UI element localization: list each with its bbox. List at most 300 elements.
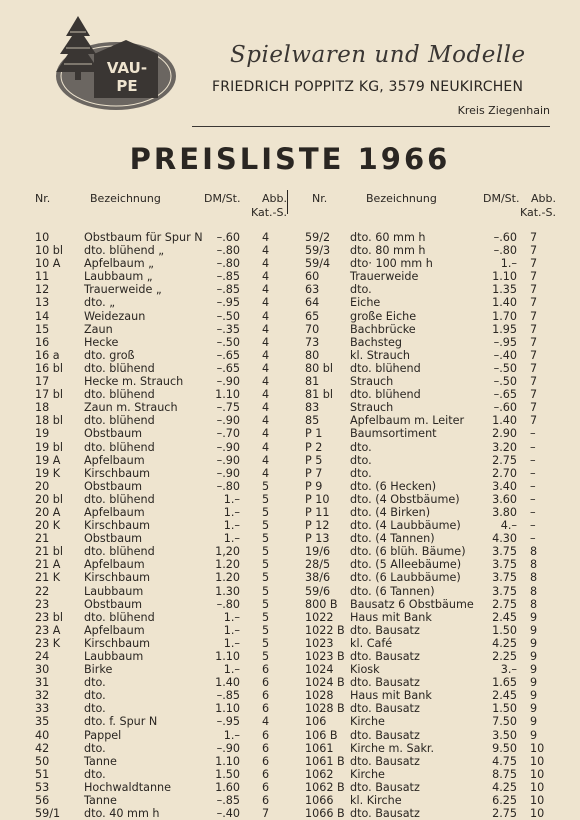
- item-price-left: –.35: [216, 322, 240, 336]
- table-row: [0, 467, 580, 480]
- item-catalog-page-right: 8: [530, 584, 538, 598]
- item-description-right: dto. blühend: [350, 361, 421, 375]
- item-description-left: dto. blühend: [84, 440, 155, 454]
- item-catalog-page-left: 5: [262, 597, 270, 611]
- item-price-left: 1.–: [223, 492, 240, 506]
- company-region: Kreis Ziegenhain: [457, 104, 550, 117]
- item-description-right: dto. (6 Tannen): [350, 584, 435, 598]
- item-description-left: dto. blühend: [84, 414, 155, 428]
- item-price-left: –.90: [216, 440, 240, 454]
- item-number-left: 21 bl: [35, 545, 64, 559]
- item-price-right: 2.25: [492, 650, 517, 663]
- table-row: [0, 611, 580, 624]
- item-number-right: P 13: [305, 532, 330, 546]
- col-header-nr-right: Nr.: [312, 192, 328, 205]
- svg-text:PE: PE: [116, 77, 138, 95]
- item-catalog-page-right: 7: [530, 309, 538, 323]
- item-catalog-page-left: 4: [262, 283, 270, 297]
- item-catalog-page-right: 10: [530, 754, 545, 768]
- item-description-left: dto. blühend: [84, 492, 155, 506]
- item-price-right: 3.75: [492, 571, 517, 585]
- item-number-left: 13: [35, 296, 50, 310]
- item-description-right: kl. Strauch: [350, 348, 410, 362]
- item-number-left: 31: [35, 676, 50, 690]
- table-row: [0, 571, 580, 584]
- item-number-right: 85: [305, 414, 320, 428]
- item-description-left: Pappel: [84, 728, 122, 742]
- table-row: [0, 532, 580, 545]
- item-catalog-page-left: 6: [262, 663, 270, 677]
- item-price-right: 1.95: [492, 322, 517, 336]
- item-number-left: 16 bl: [35, 361, 64, 375]
- table-row: [0, 427, 580, 440]
- item-description-right: Kirche: [350, 715, 385, 729]
- item-number-left: 21: [35, 532, 50, 546]
- item-number-right: 59/4: [305, 257, 331, 271]
- item-price-left: –.90: [216, 375, 240, 389]
- item-price-left: 1.–: [223, 728, 240, 742]
- item-description-right: dto. (6 Hecken): [350, 479, 437, 493]
- item-price-left: 1.–: [223, 519, 240, 533]
- col-header-dm-left: DM/St.: [204, 192, 241, 205]
- item-catalog-page-right: –: [530, 532, 536, 546]
- item-catalog-page-right: 7: [530, 388, 538, 402]
- item-description-right: dto. (4 Laubbäume): [350, 519, 461, 533]
- item-number-left: 20 A: [35, 505, 61, 519]
- table-row: [0, 257, 580, 270]
- item-description-left: Hochwaldtanne: [84, 780, 172, 794]
- item-description-right: Haus mit Bank: [350, 689, 432, 703]
- item-price-left: –.85: [216, 794, 240, 808]
- item-description-right: Baumsortiment: [350, 427, 437, 441]
- item-description-right: dto.: [350, 283, 372, 297]
- item-description-right: dto. (4 Tannen): [350, 532, 435, 546]
- item-number-right: 83: [305, 401, 320, 415]
- item-price-right: 1.50: [492, 623, 517, 637]
- item-price-right: 3.60: [492, 492, 517, 506]
- item-catalog-page-right: 8: [530, 597, 538, 611]
- item-number-right: P 9: [305, 479, 323, 493]
- item-price-left: –.90: [216, 453, 240, 467]
- item-price-right: –.50: [493, 361, 517, 375]
- item-description-left: Apfelbaum: [84, 558, 145, 572]
- table-row: [0, 768, 580, 781]
- item-catalog-page-right: 10: [530, 767, 545, 781]
- item-price-right: –.65: [493, 388, 517, 402]
- item-description-left: Zaun m. Strauch: [84, 401, 178, 415]
- item-number-left: 21 K: [35, 571, 61, 585]
- item-number-right: 80 bl: [305, 361, 334, 375]
- item-price-left: –.40: [216, 807, 240, 820]
- item-price-left: –.85: [216, 689, 240, 703]
- item-description-left: Apfelbaum „: [84, 257, 154, 271]
- item-price-right: 4.30: [492, 532, 517, 546]
- item-price-right: 4.75: [492, 754, 517, 768]
- item-number-left: 23 K: [35, 636, 61, 650]
- item-number-right: 59/6: [305, 584, 331, 598]
- item-catalog-page-right: –: [530, 427, 536, 441]
- item-description-left: Apfelbaum: [84, 453, 145, 467]
- item-price-right: 1.–: [500, 257, 517, 271]
- item-price-right: 4.25: [492, 780, 517, 794]
- item-catalog-page-right: 8: [530, 571, 538, 585]
- item-catalog-page-left: 5: [262, 571, 270, 585]
- item-price-left: –.75: [216, 401, 240, 415]
- item-catalog-page-left: 6: [262, 702, 270, 716]
- item-description-right: dto. (4 Obstbäume): [350, 492, 460, 506]
- table-row: [0, 336, 580, 349]
- item-number-right: 1066 B: [305, 807, 345, 820]
- item-price-right: –.60: [493, 401, 517, 415]
- table-row: [0, 807, 580, 820]
- item-catalog-page-right: 7: [530, 244, 538, 258]
- item-catalog-page-left: 5: [262, 623, 270, 637]
- item-number-right: P 7: [305, 466, 323, 480]
- item-catalog-page-left: 4: [262, 440, 270, 454]
- item-number-right: 800 B: [305, 597, 338, 611]
- item-catalog-page-left: 6: [262, 689, 270, 703]
- table-row: [0, 650, 580, 663]
- item-description-right: Bachsteg: [350, 335, 402, 349]
- table-row: [0, 598, 580, 611]
- item-price-right: 6.25: [492, 794, 517, 808]
- item-catalog-page-right: –: [530, 453, 536, 467]
- item-price-right: 8.75: [492, 767, 517, 781]
- item-catalog-page-right: 9: [530, 650, 538, 663]
- item-description-left: Hecke m. Strauch: [84, 375, 184, 389]
- item-number-right: 60: [305, 270, 320, 284]
- item-catalog-page-right: 7: [530, 361, 538, 375]
- item-description-right: Apfelbaum m. Leiter: [350, 414, 465, 428]
- col-header-dm-right: DM/St.: [483, 192, 520, 205]
- item-description-right: dto.: [350, 466, 372, 480]
- item-description-right: dto. blühend: [350, 388, 421, 402]
- item-price-left: –.80: [216, 479, 240, 493]
- item-number-left: 23 A: [35, 623, 61, 637]
- col-header-nr-left: Nr.: [35, 192, 51, 205]
- header-rule: [192, 126, 550, 127]
- company-name: FRIEDRICH POPPITZ KG, 3579 NEUKIRCHEN: [212, 79, 524, 95]
- item-price-left: 1.50: [215, 767, 240, 781]
- item-price-left: 1.10: [215, 702, 240, 716]
- item-catalog-page-left: 5: [262, 532, 270, 546]
- item-description-right: dto. (6 blüh. Bäume): [350, 545, 466, 559]
- item-price-left: –.90: [216, 414, 240, 428]
- item-catalog-page-left: 5: [262, 519, 270, 533]
- item-price-right: 1.10: [492, 270, 517, 284]
- col-header-bez-left: Bezeichnung: [90, 192, 161, 205]
- item-price-left: 1.10: [215, 650, 240, 663]
- item-price-left: 1.–: [223, 623, 240, 637]
- table-row: [0, 244, 580, 257]
- item-description-right: dto. (4 Birken): [350, 505, 431, 519]
- page-title: PREISLISTE 1966: [129, 142, 451, 176]
- item-number-right: P 11: [305, 505, 330, 519]
- item-description-right: dto. Bausatz: [350, 702, 420, 716]
- table-row: [0, 349, 580, 362]
- item-number-right: 1061: [305, 741, 334, 755]
- item-price-left: 1.60: [215, 780, 240, 794]
- item-catalog-page-left: 4: [262, 296, 270, 310]
- item-catalog-page-right: 9: [530, 610, 538, 624]
- item-number-left: 53: [35, 780, 50, 794]
- item-number-right: 106: [305, 715, 327, 729]
- price-table: [0, 231, 580, 820]
- item-price-right: –.80: [493, 244, 517, 258]
- item-price-left: –.95: [216, 296, 240, 310]
- item-description-left: dto.: [84, 689, 106, 703]
- item-price-right: 2.75: [492, 453, 517, 467]
- item-description-left: dto. blühend „: [84, 244, 165, 258]
- item-description-right: dto. (5 Alleebäume): [350, 558, 462, 572]
- item-description-left: dto.: [84, 702, 106, 716]
- item-description-left: dto.: [84, 767, 106, 781]
- item-catalog-page-left: 5: [262, 584, 270, 598]
- item-number-left: 35: [35, 715, 50, 729]
- col-header-abb-right: [512, 192, 556, 220]
- item-number-right: 80: [305, 348, 320, 362]
- item-number-right: 19/6: [305, 545, 331, 559]
- item-description-left: Weidezaun: [84, 309, 146, 323]
- item-catalog-page-right: –: [530, 479, 536, 493]
- table-row: [0, 715, 580, 728]
- item-number-right: 81 bl: [305, 388, 334, 402]
- item-price-right: 2.90: [492, 427, 517, 441]
- item-price-right: 1.65: [492, 676, 517, 690]
- item-price-right: 3.75: [492, 558, 517, 572]
- item-number-right: P 1: [305, 427, 323, 441]
- item-description-right: Kirche m. Sakr.: [350, 741, 435, 755]
- item-price-right: 3.–: [500, 663, 517, 677]
- item-catalog-page-left: 5: [262, 492, 270, 506]
- item-number-right: 64: [305, 296, 320, 310]
- table-row: [0, 362, 580, 375]
- col-header-abb-left: [247, 192, 287, 220]
- item-catalog-page-right: 7: [530, 375, 538, 389]
- item-number-right: 81: [305, 375, 320, 389]
- item-description-right: dto. Bausatz: [350, 754, 420, 768]
- table-row: [0, 493, 580, 506]
- item-price-left: –.70: [216, 427, 240, 441]
- item-catalog-page-left: 6: [262, 767, 270, 781]
- item-description-right: Kiosk: [350, 663, 380, 677]
- item-catalog-page-right: 9: [530, 636, 538, 650]
- item-description-left: Tanne: [84, 794, 117, 808]
- table-row: [0, 585, 580, 598]
- item-catalog-page-right: –: [530, 519, 536, 533]
- item-description-left: Kirschbaum: [84, 636, 151, 650]
- item-catalog-page-right: 7: [530, 401, 538, 415]
- item-number-right: 28/5: [305, 558, 331, 572]
- item-number-left: 23: [35, 597, 50, 611]
- item-price-left: –.50: [216, 335, 240, 349]
- item-number-left: 18: [35, 401, 50, 415]
- item-catalog-page-left: 4: [262, 335, 270, 349]
- item-description-right: kl. Kirche: [350, 794, 402, 808]
- item-number-right: 1022 B: [305, 623, 345, 637]
- item-price-right: 3.40: [492, 479, 517, 493]
- item-catalog-page-right: 7: [530, 283, 538, 297]
- item-description-left: Kirschbaum: [84, 571, 151, 585]
- item-number-right: 1062: [305, 767, 334, 781]
- item-price-right: 3.75: [492, 545, 517, 559]
- item-price-right: 2.75: [492, 597, 517, 611]
- table-row: [0, 689, 580, 702]
- item-catalog-page-left: 4: [262, 309, 270, 323]
- item-number-right: 1024 B: [305, 676, 345, 690]
- item-description-left: Obstbaum: [84, 597, 143, 611]
- item-price-left: –.85: [216, 270, 240, 284]
- item-price-right: 3.80: [492, 505, 517, 519]
- table-row: [0, 558, 580, 571]
- item-catalog-page-left: 5: [262, 558, 270, 572]
- item-catalog-page-left: 5: [262, 479, 270, 493]
- item-description-right: dto. Bausatz: [350, 728, 420, 742]
- table-row: [0, 310, 580, 323]
- item-price-left: –.50: [216, 309, 240, 323]
- item-price-right: 3.75: [492, 584, 517, 598]
- table-row: [0, 637, 580, 650]
- table-row: [0, 414, 580, 427]
- item-description-left: Trauerweide „: [84, 283, 162, 297]
- item-catalog-page-left: 4: [262, 414, 270, 428]
- item-number-right: P 12: [305, 519, 330, 533]
- table-row: [0, 323, 580, 336]
- item-catalog-page-right: 9: [530, 702, 538, 716]
- item-catalog-page-left: 4: [262, 231, 270, 244]
- table-row: [0, 270, 580, 283]
- item-number-left: 19: [35, 427, 50, 441]
- item-price-right: 3.20: [492, 440, 517, 454]
- item-catalog-page-right: 9: [530, 623, 538, 637]
- item-price-left: 1.–: [223, 636, 240, 650]
- item-description-right: dto.: [350, 453, 372, 467]
- item-description-left: dto. blühend: [84, 610, 155, 624]
- item-number-left: 10: [35, 231, 50, 244]
- item-number-right: 70: [305, 322, 320, 336]
- item-description-right: dto. Bausatz: [350, 676, 420, 690]
- col-header-abb-left-line2: Kat.-S.: [250, 206, 287, 219]
- item-catalog-page-left: 5: [262, 650, 270, 663]
- col-header-abb-left-line1: Abb.: [262, 192, 287, 205]
- col-header-abb-right-line1: Abb.: [531, 192, 556, 205]
- item-description-right: Strauch: [350, 375, 394, 389]
- item-price-left: –.85: [216, 283, 240, 297]
- item-catalog-page-right: 10: [530, 807, 545, 820]
- item-price-left: 1.40: [215, 676, 240, 690]
- item-catalog-page-left: 5: [262, 610, 270, 624]
- item-catalog-page-left: 4: [262, 361, 270, 375]
- item-catalog-page-right: –: [530, 492, 536, 506]
- item-price-left: 1.–: [223, 610, 240, 624]
- company-script-heading: Spielwaren und Modelle: [230, 42, 526, 68]
- item-number-right: 106 B: [305, 728, 338, 742]
- item-price-left: –.80: [216, 597, 240, 611]
- item-description-left: Kirschbaum: [84, 519, 151, 533]
- item-price-right: 1.40: [492, 296, 517, 310]
- item-number-left: 20 bl: [35, 492, 64, 506]
- item-catalog-page-right: –: [530, 505, 536, 519]
- item-description-left: dto. blühend: [84, 361, 155, 375]
- item-description-left: Zaun: [84, 322, 113, 336]
- item-price-left: –.95: [216, 715, 240, 729]
- item-number-left: 59/1: [35, 807, 61, 820]
- item-number-left: 10 bl: [35, 244, 64, 258]
- table-row: [0, 283, 580, 296]
- item-description-left: dto.: [84, 741, 106, 755]
- item-price-right: 2.70: [492, 466, 517, 480]
- item-description-left: Obstbaum für Spur N: [84, 231, 203, 244]
- item-price-left: 1.10: [215, 754, 240, 768]
- item-catalog-page-left: 6: [262, 754, 270, 768]
- item-description-left: Birke: [84, 663, 113, 677]
- item-price-left: –.90: [216, 741, 240, 755]
- item-description-right: dto. Bausatz: [350, 623, 420, 637]
- item-number-left: 10 A: [35, 257, 61, 271]
- item-description-left: Apfelbaum: [84, 505, 145, 519]
- table-row: [0, 480, 580, 493]
- item-catalog-page-left: 6: [262, 780, 270, 794]
- table-row: [0, 506, 580, 519]
- item-catalog-page-left: 4: [262, 244, 270, 258]
- item-catalog-page-right: 7: [530, 257, 538, 271]
- table-row: [0, 676, 580, 689]
- item-description-right: dto. Bausatz: [350, 780, 420, 794]
- item-number-right: P 2: [305, 440, 323, 454]
- table-row: [0, 794, 580, 807]
- item-description-right: Strauch: [350, 401, 394, 415]
- item-number-left: 50: [35, 754, 50, 768]
- table-row: [0, 401, 580, 414]
- item-price-left: –.65: [216, 348, 240, 362]
- table-row: [0, 441, 580, 454]
- item-description-right: Bachbrücke: [350, 322, 416, 336]
- item-catalog-page-left: 6: [262, 676, 270, 690]
- item-number-left: 30: [35, 663, 50, 677]
- item-price-right: 2.45: [492, 610, 517, 624]
- item-number-right: 1023: [305, 636, 334, 650]
- table-row: [0, 388, 580, 401]
- item-number-left: 51: [35, 767, 50, 781]
- item-catalog-page-left: 6: [262, 728, 270, 742]
- table-row: [0, 519, 580, 532]
- item-price-right: 1.50: [492, 702, 517, 716]
- item-price-left: 1.–: [223, 505, 240, 519]
- item-number-right: 38/6: [305, 571, 331, 585]
- item-catalog-page-left: 4: [262, 453, 270, 467]
- item-number-left: 21 A: [35, 558, 61, 572]
- item-price-left: 1.20: [215, 571, 240, 585]
- column-separator: [287, 190, 288, 214]
- col-header-bez-right: Bezeichnung: [366, 192, 437, 205]
- item-catalog-page-left: 4: [262, 466, 270, 480]
- item-price-right: 1.70: [492, 309, 517, 323]
- col-header-abb-right-line2: Kat.-S.: [519, 206, 556, 219]
- item-number-right: 59/3: [305, 244, 331, 258]
- item-number-right: 1066: [305, 794, 334, 808]
- item-number-left: 20: [35, 479, 50, 493]
- item-price-right: 2.75: [492, 807, 517, 820]
- item-catalog-page-left: 5: [262, 545, 270, 559]
- item-description-left: Kirschbaum: [84, 466, 151, 480]
- item-number-left: 16 a: [35, 348, 60, 362]
- table-row: [0, 231, 580, 244]
- item-description-right: große Eiche: [350, 309, 417, 323]
- item-catalog-page-left: 5: [262, 636, 270, 650]
- item-price-left: 1.10: [215, 388, 240, 402]
- item-number-left: 12: [35, 283, 50, 297]
- item-price-right: 2.45: [492, 689, 517, 703]
